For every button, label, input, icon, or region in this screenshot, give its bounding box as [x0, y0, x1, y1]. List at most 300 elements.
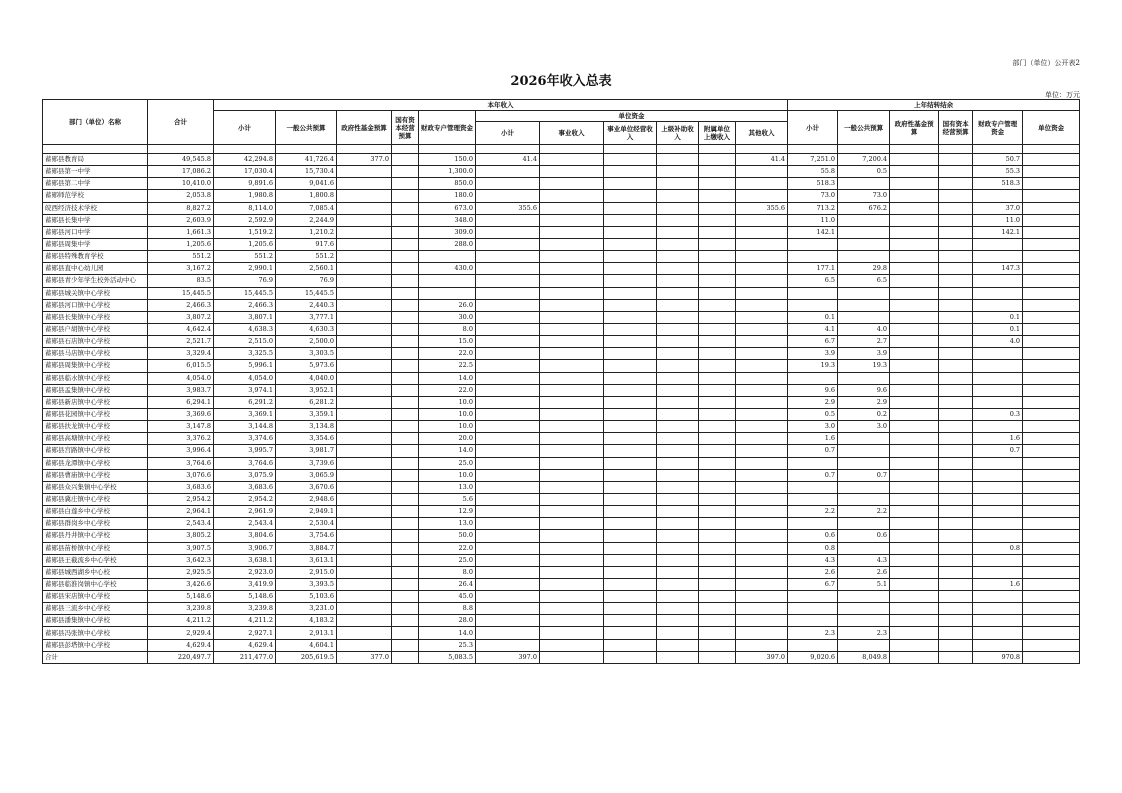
table-row: [43, 493, 1080, 505]
value-cell: 2,543.4: [148, 518, 214, 530]
value-cell: [392, 506, 419, 518]
value-cell: [838, 603, 890, 615]
value-cell: [657, 639, 699, 651]
value-cell: [337, 445, 392, 457]
value-cell: [939, 469, 973, 481]
value-cell: [392, 154, 419, 166]
value-cell: [736, 360, 788, 372]
value-cell: [1023, 166, 1080, 178]
value-cell: 2,440.3: [276, 299, 337, 311]
value-cell: [657, 323, 699, 335]
value-cell: [973, 251, 1023, 263]
value-cell: [392, 323, 419, 335]
header-general-budget: 一般公共预算: [276, 111, 337, 145]
value-cell: [1023, 154, 1080, 166]
header-p-general: 一般公共预算: [838, 111, 890, 145]
value-cell: [699, 518, 736, 530]
value-cell: [699, 469, 736, 481]
value-cell: 25.3: [419, 639, 476, 651]
value-cell: 3.0: [838, 421, 890, 433]
value-cell: [736, 396, 788, 408]
value-cell: 3,952.1: [276, 384, 337, 396]
value-cell: [476, 530, 540, 542]
value-cell: [604, 542, 657, 554]
dept-name-cell: 蓄郧县周集中学: [43, 238, 148, 250]
value-cell: [736, 238, 788, 250]
value-cell: 397.0: [476, 651, 540, 663]
value-cell: [939, 615, 973, 627]
value-cell: [337, 275, 392, 287]
value-cell: 5,148.6: [148, 591, 214, 603]
value-cell: 377.0: [337, 154, 392, 166]
value-cell: [736, 421, 788, 433]
value-cell: [540, 384, 604, 396]
value-cell: [392, 421, 419, 433]
value-cell: [476, 287, 540, 299]
dept-name-cell: 蓄郧县孟集镇中心学校: [43, 384, 148, 396]
value-cell: 3,167.2: [148, 263, 214, 275]
value-cell: [657, 287, 699, 299]
value-cell: [337, 202, 392, 214]
value-cell: 25.0: [419, 457, 476, 469]
value-cell: [476, 554, 540, 566]
value-cell: [540, 554, 604, 566]
value-cell: [604, 275, 657, 287]
value-cell: 3,075.9: [214, 469, 276, 481]
value-cell: 3,807.2: [148, 311, 214, 323]
value-cell: [890, 190, 939, 202]
value-cell: 4,040.0: [276, 372, 337, 384]
value-cell: [699, 457, 736, 469]
value-cell: [540, 421, 604, 433]
value-cell: [838, 445, 890, 457]
value-cell: [657, 445, 699, 457]
value-cell: [476, 263, 540, 275]
value-cell: [604, 372, 657, 384]
value-cell: [392, 372, 419, 384]
value-cell: [540, 445, 604, 457]
value-cell: 4,630.3: [276, 323, 337, 335]
value-cell: [657, 360, 699, 372]
table-row: [43, 238, 1080, 250]
value-cell: [657, 384, 699, 396]
value-cell: [337, 238, 392, 250]
value-cell: 4.0: [838, 323, 890, 335]
value-cell: [736, 481, 788, 493]
value-cell: [890, 445, 939, 457]
header-affiliated-income: 附属单位上缴收入: [699, 122, 736, 145]
value-cell: [657, 154, 699, 166]
value-cell: 2,949.1: [276, 506, 337, 518]
value-cell: [337, 226, 392, 238]
value-cell: [736, 226, 788, 238]
value-cell: 0.3: [973, 408, 1023, 420]
value-cell: [604, 615, 657, 627]
value-cell: 551.2: [214, 251, 276, 263]
value-cell: [699, 542, 736, 554]
value-cell: [392, 178, 419, 190]
value-cell: 8,114.0: [214, 202, 276, 214]
table-row: [43, 154, 1080, 166]
value-cell: [657, 481, 699, 493]
dept-name-cell: 蓄郧县周集镇中心学校: [43, 360, 148, 372]
value-cell: [540, 591, 604, 603]
value-cell: 3,754.6: [276, 530, 337, 542]
value-cell: [736, 372, 788, 384]
value-cell: 3,354.6: [276, 433, 337, 445]
value-cell: [838, 481, 890, 493]
value-cell: [973, 287, 1023, 299]
value-cell: 147.3: [973, 263, 1023, 275]
table-row: [43, 360, 1080, 372]
value-cell: [939, 651, 973, 663]
value-cell: [657, 421, 699, 433]
value-cell: [699, 566, 736, 578]
value-cell: 0.6: [838, 530, 890, 542]
value-cell: 0.7: [973, 445, 1023, 457]
value-cell: 6.7: [788, 336, 838, 348]
value-cell: 3,906.7: [214, 542, 276, 554]
value-cell: [392, 251, 419, 263]
value-cell: [604, 287, 657, 299]
value-cell: 3.9: [838, 348, 890, 360]
value-cell: 2.6: [788, 566, 838, 578]
value-cell: [838, 372, 890, 384]
value-cell: [736, 336, 788, 348]
dept-name-cell: 蓄郧县王截流乡中心学校: [43, 554, 148, 566]
value-cell: [736, 591, 788, 603]
value-cell: [540, 154, 604, 166]
value-cell: [890, 372, 939, 384]
value-cell: 10.0: [419, 421, 476, 433]
value-cell: [699, 408, 736, 420]
value-cell: [890, 311, 939, 323]
value-cell: [337, 433, 392, 445]
value-cell: [392, 166, 419, 178]
value-cell: [604, 506, 657, 518]
value-cell: 1,980.8: [214, 190, 276, 202]
value-cell: [392, 238, 419, 250]
value-cell: [890, 627, 939, 639]
value-cell: [337, 591, 392, 603]
value-cell: 2,954.2: [214, 493, 276, 505]
value-cell: [476, 615, 540, 627]
value-cell: 76.9: [214, 275, 276, 287]
table-row: [43, 469, 1080, 481]
table-row: [43, 639, 1080, 651]
value-cell: [939, 408, 973, 420]
value-cell: 6.5: [838, 275, 890, 287]
dept-name-cell: 蓄郧县石店镇中心学校: [43, 336, 148, 348]
value-cell: [1023, 554, 1080, 566]
value-cell: 25.0: [419, 554, 476, 566]
value-cell: [1023, 348, 1080, 360]
value-cell: 3,764.6: [214, 457, 276, 469]
value-cell: 673.0: [419, 202, 476, 214]
dept-name-cell: 蓄郧县户胡镇中心学校: [43, 323, 148, 335]
value-cell: [1023, 214, 1080, 226]
value-cell: [939, 566, 973, 578]
value-cell: [736, 384, 788, 396]
value-cell: [973, 396, 1023, 408]
table-row: [43, 627, 1080, 639]
value-cell: [476, 214, 540, 226]
value-cell: [657, 615, 699, 627]
value-cell: [973, 615, 1023, 627]
value-cell: [788, 287, 838, 299]
value-cell: [337, 178, 392, 190]
value-cell: [657, 591, 699, 603]
value-cell: 348.0: [419, 214, 476, 226]
value-cell: [939, 445, 973, 457]
page-title: 2026年收入总表: [510, 74, 612, 89]
value-cell: [838, 311, 890, 323]
value-cell: 15,445.5: [276, 287, 337, 299]
value-cell: 3,325.5: [214, 348, 276, 360]
value-cell: 3.9: [788, 348, 838, 360]
value-cell: 2,053.8: [148, 190, 214, 202]
value-cell: 1,205.6: [214, 238, 276, 250]
value-cell: [604, 639, 657, 651]
value-cell: [699, 166, 736, 178]
value-cell: [604, 457, 657, 469]
value-cell: 5.1: [838, 578, 890, 590]
table-row: [43, 566, 1080, 578]
table-row: [43, 506, 1080, 518]
value-cell: [540, 566, 604, 578]
value-cell: [699, 615, 736, 627]
value-cell: 3,076.6: [148, 469, 214, 481]
blank-row: [43, 145, 1080, 154]
value-cell: [699, 348, 736, 360]
value-cell: 3,638.1: [214, 554, 276, 566]
value-cell: 288.0: [419, 238, 476, 250]
value-cell: [788, 493, 838, 505]
value-cell: [337, 287, 392, 299]
value-cell: 28.0: [419, 615, 476, 627]
value-cell: [337, 457, 392, 469]
value-cell: 1.6: [973, 433, 1023, 445]
dept-name-cell: 蓄郧县教育局: [43, 154, 148, 166]
value-cell: [939, 506, 973, 518]
table-row: [43, 202, 1080, 214]
value-cell: [476, 469, 540, 481]
value-cell: 4,638.3: [214, 323, 276, 335]
dept-name-cell: 皖西经济技术学校: [43, 202, 148, 214]
value-cell: [939, 542, 973, 554]
value-cell: 8.0: [419, 566, 476, 578]
value-cell: 37.0: [973, 202, 1023, 214]
value-cell: [337, 323, 392, 335]
value-cell: [1023, 591, 1080, 603]
value-cell: [788, 615, 838, 627]
value-cell: 15,445.5: [148, 287, 214, 299]
value-cell: [476, 481, 540, 493]
dept-name-cell: 蓄郧县群岗乡中心学校: [43, 518, 148, 530]
value-cell: [939, 202, 973, 214]
value-cell: 355.6: [736, 202, 788, 214]
table-row: [43, 603, 1080, 615]
value-cell: 180.0: [419, 190, 476, 202]
value-cell: [337, 615, 392, 627]
value-cell: [657, 166, 699, 178]
value-cell: [337, 603, 392, 615]
value-cell: [1023, 287, 1080, 299]
value-cell: [699, 214, 736, 226]
value-cell: 15,730.4: [276, 166, 337, 178]
value-cell: 3,996.4: [148, 445, 214, 457]
value-cell: [392, 493, 419, 505]
value-cell: 13.0: [419, 481, 476, 493]
dept-name-cell: 蓄郧县白莲乡中心学校: [43, 506, 148, 518]
value-cell: [476, 542, 540, 554]
value-cell: [476, 603, 540, 615]
value-cell: [337, 578, 392, 590]
value-cell: [604, 493, 657, 505]
value-cell: 5,996.1: [214, 360, 276, 372]
value-cell: [736, 615, 788, 627]
value-cell: [890, 566, 939, 578]
value-cell: [939, 530, 973, 542]
value-cell: [604, 336, 657, 348]
value-cell: 3,804.6: [214, 530, 276, 542]
value-cell: 8.0: [419, 323, 476, 335]
value-cell: [540, 311, 604, 323]
value-cell: [476, 190, 540, 202]
value-cell: 2,515.0: [214, 336, 276, 348]
value-cell: 83.5: [148, 275, 214, 287]
value-cell: [890, 433, 939, 445]
value-cell: 0.6: [788, 530, 838, 542]
value-cell: [540, 372, 604, 384]
value-cell: [540, 323, 604, 335]
value-cell: 3,642.3: [148, 554, 214, 566]
table-row: [43, 287, 1080, 299]
table-row: [43, 542, 1080, 554]
value-cell: [736, 263, 788, 275]
header-business-income: 事业收入: [540, 122, 604, 145]
value-cell: [699, 445, 736, 457]
value-cell: 26.4: [419, 578, 476, 590]
value-cell: [838, 226, 890, 238]
value-cell: [392, 299, 419, 311]
value-cell: 2,913.1: [276, 627, 337, 639]
value-cell: [890, 299, 939, 311]
value-cell: 2.7: [838, 336, 890, 348]
value-cell: 430.0: [419, 263, 476, 275]
value-cell: [540, 226, 604, 238]
value-cell: 551.2: [276, 251, 337, 263]
value-cell: [337, 481, 392, 493]
value-cell: [392, 457, 419, 469]
value-cell: [890, 214, 939, 226]
value-cell: 3,393.5: [276, 578, 337, 590]
value-cell: [657, 226, 699, 238]
value-cell: [604, 518, 657, 530]
value-cell: 4.1: [788, 323, 838, 335]
value-cell: [939, 323, 973, 335]
value-cell: [392, 615, 419, 627]
value-cell: [890, 554, 939, 566]
value-cell: [973, 469, 1023, 481]
value-cell: [604, 408, 657, 420]
value-cell: [890, 263, 939, 275]
dept-name-cell: 蓄郧县长集中学: [43, 214, 148, 226]
value-cell: [788, 603, 838, 615]
dept-name-cell: 蓄郧县城西湖乡中心校: [43, 566, 148, 578]
value-cell: [699, 627, 736, 639]
value-cell: [699, 311, 736, 323]
value-cell: 9,020.6: [788, 651, 838, 663]
table-row: [43, 396, 1080, 408]
value-cell: 4,054.0: [214, 372, 276, 384]
dept-name-cell: 蓄郧县青少年学生校外活动中心: [43, 275, 148, 287]
value-cell: [337, 299, 392, 311]
value-cell: 355.6: [476, 202, 540, 214]
value-cell: [419, 287, 476, 299]
value-cell: [476, 238, 540, 250]
value-cell: 3,683.6: [148, 481, 214, 493]
value-cell: 15,445.5: [214, 287, 276, 299]
value-cell: 150.0: [419, 154, 476, 166]
value-cell: 3,134.8: [276, 421, 337, 433]
value-cell: 3,983.7: [148, 384, 214, 396]
value-cell: [699, 178, 736, 190]
dept-name-cell: 蓄郧县直中心幼儿园: [43, 263, 148, 275]
value-cell: 6,281.2: [276, 396, 337, 408]
value-cell: [939, 627, 973, 639]
value-cell: [736, 493, 788, 505]
value-cell: [1023, 263, 1080, 275]
value-cell: [337, 408, 392, 420]
form-code: 部门（单位）公开表2: [1012, 59, 1080, 67]
value-cell: 3.0: [788, 421, 838, 433]
value-cell: [699, 360, 736, 372]
value-cell: [736, 287, 788, 299]
value-cell: [699, 639, 736, 651]
table-body: [43, 145, 1080, 664]
value-cell: 3,239.8: [214, 603, 276, 615]
value-cell: 26.0: [419, 299, 476, 311]
header-total: 合计: [148, 100, 214, 145]
value-cell: [540, 202, 604, 214]
value-cell: [657, 433, 699, 445]
value-cell: [699, 506, 736, 518]
value-cell: 2.2: [788, 506, 838, 518]
value-cell: [973, 421, 1023, 433]
value-cell: [890, 408, 939, 420]
value-cell: [392, 591, 419, 603]
value-cell: [392, 433, 419, 445]
table-row: [43, 299, 1080, 311]
value-cell: 8,827.2: [148, 202, 214, 214]
value-cell: [604, 202, 657, 214]
table-row: [43, 384, 1080, 396]
value-cell: 3,369.6: [148, 408, 214, 420]
value-cell: [540, 396, 604, 408]
value-cell: [657, 396, 699, 408]
value-cell: 5,083.5: [419, 651, 476, 663]
value-cell: [890, 518, 939, 530]
value-cell: [736, 457, 788, 469]
value-cell: [657, 457, 699, 469]
value-cell: [890, 226, 939, 238]
value-cell: 2,915.0: [276, 566, 337, 578]
value-cell: [540, 506, 604, 518]
value-cell: [476, 275, 540, 287]
value-cell: [939, 251, 973, 263]
value-cell: [604, 481, 657, 493]
